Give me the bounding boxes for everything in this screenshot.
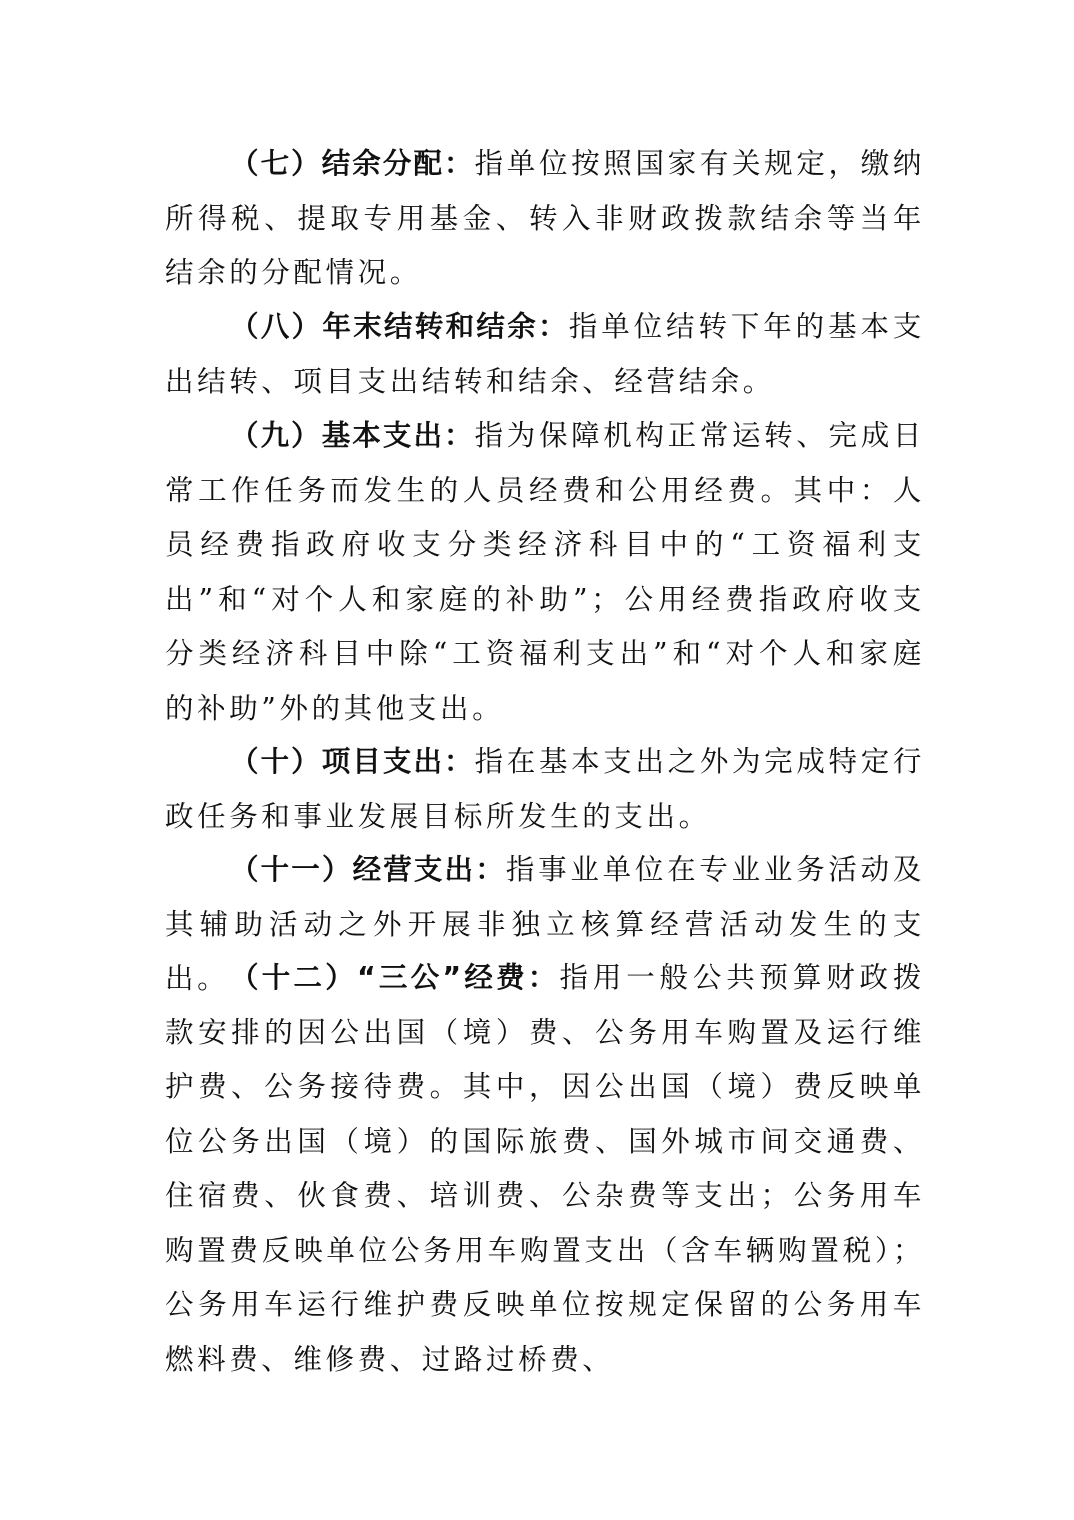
term-heading: （八）年末结转和结余： bbox=[230, 310, 569, 343]
paragraph-surplus-distribution bbox=[165, 137, 925, 301]
paragraph-year-end-carryover bbox=[165, 300, 925, 409]
term-definition: 指事业单位在专业业务活动及其辅助活动之外开展非独立核算经营活动发生的支出。 bbox=[165, 853, 925, 995]
term-heading: （九）基本支出： bbox=[230, 419, 475, 452]
term-definition: 指用一般公共预算财政拨款安排的因公出国（境）费、公务用车购置及运行维护费、公务接待费。其中，因公出国（境）费反映单位公务出国（境）的国际旅费、国外城市间交通费、住宿费、伙食费、培训费、公杂费等支出；公务用车购置费反映单位公务用车购置支出（含车辆购置税）；公务用车运行维护费反映单位按规定保留的公务用车燃料费、维修费、过路过桥费、 bbox=[165, 961, 925, 1376]
term-definition: 指在基本支出之外为完成特定行政任务和事业发展目标所发生的支出。 bbox=[165, 745, 925, 833]
term-definition: 指单位结转下年的基本支出结转、项目支出结转和结余、经营结余。 bbox=[165, 310, 925, 398]
term-definition: 指为保障机构正常运转、完成日常工作任务而发生的人员经费和公用经费。其中：人员经费指政府收支分类经济科目中的“工资福利支出”和“对个人和家庭的补助”；公用经费指政府收支分类经济科目中除“工资福利支出”和“对个人和家庭的补助”外的其他支出。 bbox=[165, 419, 925, 725]
term-heading: （七）结余分配： bbox=[230, 147, 475, 180]
term-heading: （十一）经营支出： bbox=[230, 853, 506, 886]
term-heading: （十）项目支出： bbox=[230, 745, 475, 778]
paragraph-three-public-expenses bbox=[165, 951, 925, 1387]
paragraph-project-expenditure bbox=[165, 735, 925, 844]
term-definition: 指单位按照国家有关规定，缴纳所得税、提取专用基金、转入非财政拨款结余等当年结余的分配情况。 bbox=[165, 147, 925, 289]
term-heading: （十二）“三公”经费： bbox=[230, 961, 560, 994]
paragraph-basic-expenditure bbox=[165, 409, 925, 736]
